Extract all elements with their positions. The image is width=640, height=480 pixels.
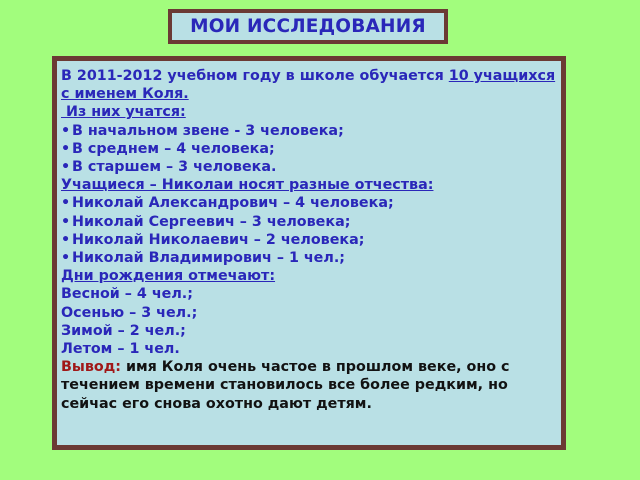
bullet-icon: •	[61, 195, 71, 212]
list-item-level	[61, 140, 561, 158]
list-item-text: В начальном звене - 3 человека;	[72, 122, 344, 139]
content-box	[52, 56, 566, 450]
birthdays-heading: Дни рождения отмечают:	[61, 268, 276, 285]
list-item-patronymic	[61, 194, 561, 212]
list-item-text: В среднем – 4 человека;	[72, 140, 275, 157]
list-item-text: Николай Николаевич – 2 человека;	[72, 231, 365, 248]
list-item-patronymic	[61, 249, 561, 267]
bullet-icon: •	[61, 122, 71, 139]
list-item-patronymic	[61, 231, 561, 249]
list-item-text: Николай Сергеевич – 3 человека;	[72, 213, 351, 230]
birthday-line: Весной – 4 чел.;	[61, 286, 193, 303]
list-item-text: В старшем – 3 человека.	[72, 159, 277, 176]
intro-line-2: с именем Коля.	[61, 86, 189, 103]
bullet-icon: •	[61, 159, 71, 176]
patronymics-heading: Учащиеся – Николаи носят разные отчества:	[61, 177, 434, 194]
bullet-icon: •	[61, 231, 71, 248]
list-item-patronymic	[61, 213, 561, 231]
intro-text: В 2011-2012 учебном году в школе обучается	[61, 68, 449, 84]
bullet-icon: •	[61, 140, 71, 157]
birthday-line: Летом – 1 чел.	[61, 341, 180, 358]
bullet-icon: •	[61, 213, 71, 230]
intro-line-3: Из них учатся:	[61, 104, 186, 121]
intro-highlight: 10 учащихся	[448, 68, 556, 84]
conclusion-label: Вывод:	[61, 359, 121, 376]
birthday-line: Осенью – 3 чел.;	[61, 304, 198, 321]
list-item-text: Николай Владимирович – 1 чел.;	[72, 250, 346, 267]
intro-line	[61, 67, 561, 85]
title-box	[168, 9, 448, 44]
list-item-level	[61, 122, 561, 140]
birthday-line: Зимой – 2 чел.;	[61, 322, 186, 339]
list-item-level	[61, 158, 561, 176]
conclusion-text: имя Коля очень частое в прошлом веке, оно с течением времени становилось все более редким, но сейчас его снова охотно дают детям.	[61, 359, 510, 412]
list-item-text: Николай Александрович – 4 человека;	[72, 195, 394, 212]
conclusion	[61, 358, 561, 413]
bullet-icon: •	[61, 250, 71, 267]
page-title: МОИ ИССЛЕДОВАНИЯ	[190, 16, 426, 37]
